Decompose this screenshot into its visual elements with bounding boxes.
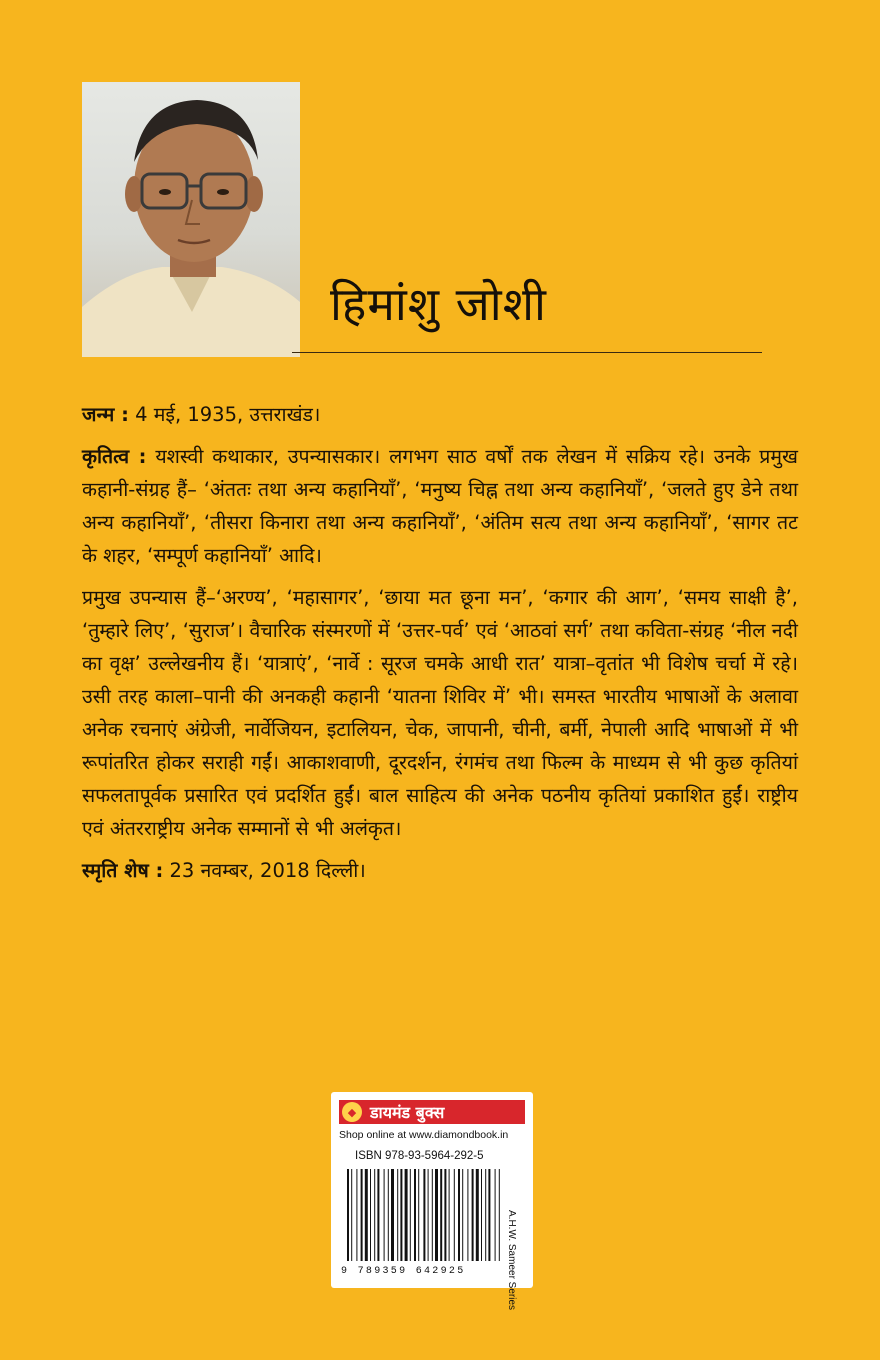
birth-line xyxy=(82,398,798,431)
death-line xyxy=(82,854,798,887)
publisher-logo xyxy=(339,1100,525,1124)
birth-text: 4 मई, 1935, उत्तराखंड। xyxy=(128,403,321,426)
publisher-box xyxy=(331,1092,533,1311)
barcode-icon xyxy=(339,1166,509,1272)
works-label: कृतित्व : xyxy=(82,445,147,468)
author-bio xyxy=(82,398,798,896)
author-name: हिमांशु जोशी xyxy=(330,277,547,331)
name-underline xyxy=(292,352,762,353)
barcode-digits: 9 789359 642925 xyxy=(341,1266,466,1277)
birth-label: जन्म : xyxy=(82,403,129,426)
series-name: A.H.W. Sameer Series xyxy=(506,1210,517,1311)
diamond-logo-icon: ◆ xyxy=(342,1102,362,1122)
novels-paragraph: प्रमुख उपन्यास हैं–‘अरण्य’, ‘महासागर’, ‘छाया मत छूना मन’, ‘कगार की आग’, ‘समय साक्षी है’, ‘तुम्हारे लिए’, ‘सुराज’। वैचारिक संस्मरणों में ‘उत्तर-पर्व’ एवं ‘आठवां सर्ग’ तथा कविता-संग्रह ‘नील नदी का वृक्ष’ उल्लेखनीय हैं। ‘यात्राएं’, ‘नार्वे : सूरज चमके आधी रात’ यात्रा–वृतांत भी विशेष चर्चा में रहे। उसी तरह काला–पानी की अनकही कहानी ‘यातना शिविर में’ भी। समस्त भारतीय भाषाओं के अलावा अनेक रचनाएं अंग्रेजी, नार्वेजियन, इटालियन, चेक, जापानी, चीनी, बर्मी, नेपाली आदि भाषाओं में भी रूपांतरित होकर सराही गईं। आकाशवाणी, दूरदर्शन, रंगमंच तथा फिल्म के माध्यम से भी कुछ कृतियां सफलतापूर्वक प्रसारित एवं प्रदर्शित हुईं। बाल साहित्य की अनेक पठनीय कृतियां प्रकाशित हुईं। राष्ट्रीय एवं अंतरराष्ट्रीय अनेक सम्मानों से भी अलंकृत। xyxy=(82,586,798,840)
works-paragraph xyxy=(82,440,798,572)
death-text: 23 नवम्बर, 2018 दिल्ली। xyxy=(163,859,366,882)
isbn-text: ISBN 978-93-5964-292-5 xyxy=(355,1150,484,1162)
author-photo xyxy=(82,82,300,357)
works-text: यशस्वी कथाकार, उपन्यासकार। लगभग साठ वर्षों तक लेखन में सक्रिय रहे। उनके प्रमुख कहानी-संग्रह हैं– ‘अंततः तथा अन्य कहानियाँ’, ‘मनुष्य चिह्न तथा अन्य कहानियाँ’, ‘जलते हुए डेने तथा अन्य कहानियाँ’, ‘तीसरा किनारा तथा अन्य कहानियाँ’, ‘अंतिम सत्य तथा अन्य कहानियाँ’, ‘सागर तट के शहर, ‘सम्पूर्ण कहानियाँ’ आदि। xyxy=(82,445,798,567)
publisher-url: Shop online at www.diamondbook.in xyxy=(339,1129,509,1141)
death-label: स्मृति शेष : xyxy=(82,859,164,882)
publisher-name: डायमंड बुक्स xyxy=(370,1103,445,1122)
